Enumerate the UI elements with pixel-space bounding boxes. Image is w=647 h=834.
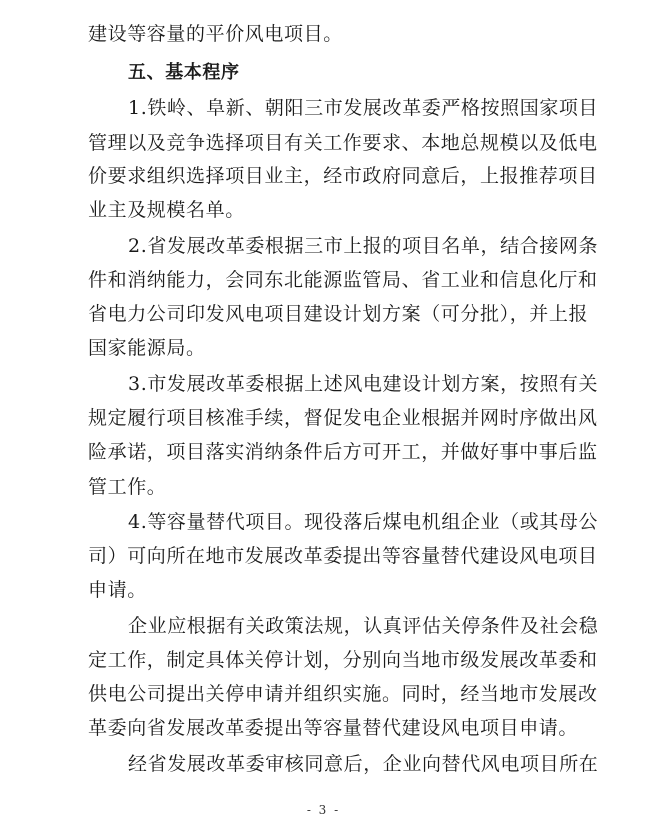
body-line-19: 定工作，制定具体关停计划，分别向当地市级发展改革委和 (88, 649, 598, 671)
body-line-20: 供电公司提出关停申请并组织实施。同时，经当地市发展改 (88, 683, 598, 705)
body-line-12: 规定履行项目核准手续，督促发电企业根据并网时序做出风 (88, 407, 598, 429)
body-line-4: 管理以及竞争选择项目有关工作要求、本地总规模以及低电 (88, 132, 598, 154)
body-line-17: 申请。 (88, 579, 147, 601)
body-line-9: 省电力公司印发风电项目建设计划方案（可分批），并上报 (88, 303, 589, 325)
section-heading: 五、基本程序 (128, 62, 240, 83)
body-line-22: 经省发展改革委审核同意后，企业向替代风电项目所在 (128, 753, 599, 775)
body-line-16: 司）可向所在地市发展改革委提出等容量替代建设风电项目 (88, 545, 598, 567)
body-line-11: 3.市发展改革委根据上述风电建设计划方案，按照有关 (128, 373, 599, 395)
body-line-18: 企业应根据有关政策法规，认真评估关停条件及社会稳 (128, 615, 599, 637)
body-line-1: 建设等容量的平价风电项目。 (88, 23, 343, 45)
page-number: - 3 - (306, 803, 341, 817)
body-line-5: 价要求组织选择项目业主，经市政府同意后，上报推荐项目 (88, 165, 598, 187)
body-line-13: 险承诺，项目落实消纳条件后方可开工，并做好事中事后监 (88, 441, 598, 463)
body-line-10: 国家能源局。 (88, 337, 206, 359)
body-line-14: 管工作。 (88, 476, 167, 498)
body-line-21: 革委向省发展改革委提出等容量替代建设风电项目申请。 (88, 717, 579, 739)
body-line-3: 1.铁岭、阜新、朝阳三市发展改革委严格按照国家项目 (128, 97, 599, 119)
body-line-8: 件和消纳能力，会同东北能源监管局、省工业和信息化厅和 (88, 269, 598, 291)
body-line-6: 业主及规模名单。 (88, 199, 245, 221)
body-line-15: 4.等容量替代项目。现役落后煤电机组企业（或其母公 (128, 511, 599, 533)
body-line-7: 2.省发展改革委根据三市上报的项目名单，结合接网条 (128, 235, 599, 257)
